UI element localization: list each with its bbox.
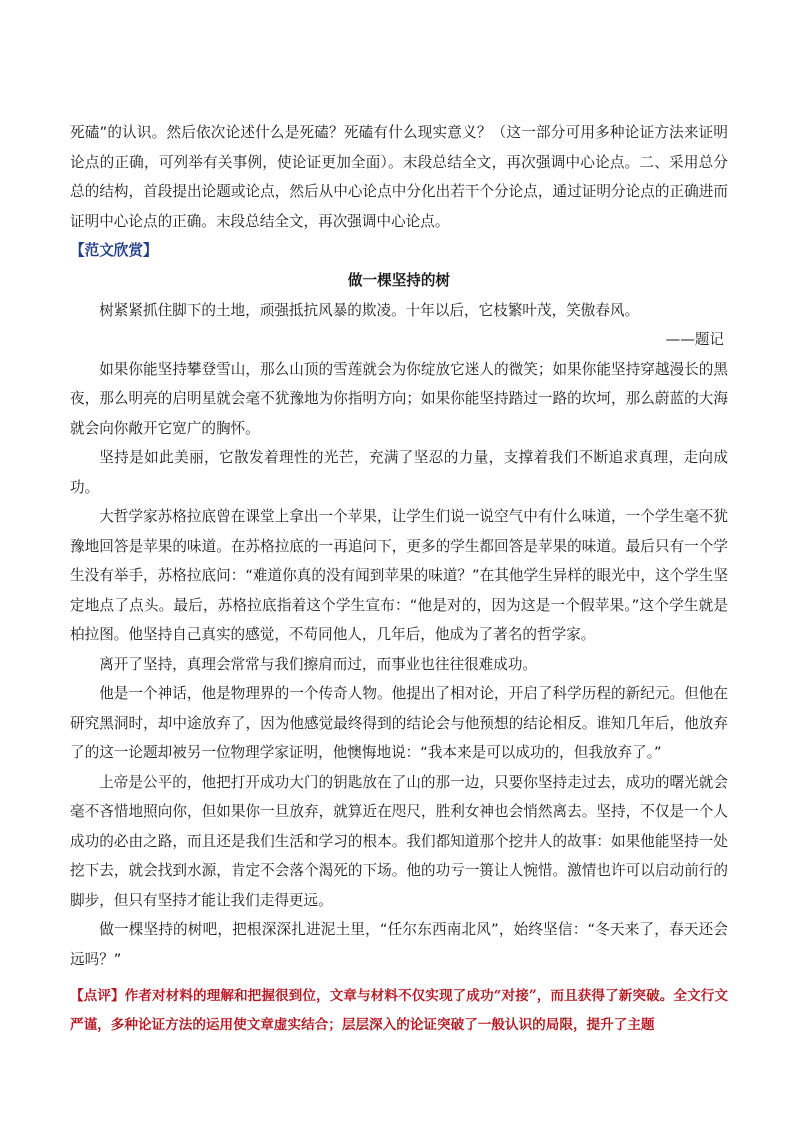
intro-paragraph: 死磕”的认识。然后依次论述什么是死磕？死磕有什么现实意义？（这一部分可用多种论证方法来证明论点的正确，可列举有关事例，使论证更加全面）。末段总结全文，再次强调中心论点。二、采用总分总的结构，首段提出论题或论点，然后从中心论点中分化出若干个分论点，通过证明分论点的正确进而证明中心论点的正确。末段总结全文，再次强调中心论点。 bbox=[70, 124, 728, 230]
essay-paragraph: 大哲学家苏格拉底曾在课堂上拿出一个苹果，让学生们说一说空气中有什么味道，一个学生毫不犹豫地回答是苹果的味道。在苏格拉底的一再追问下，更多的学生都回答是苹果的味道。最后只有一个学生没有举手，苏格拉底问：“难道你真的没有闻到苹果的味道？”在其他学生异样的眼光中，这个学生坚定地点了点头。最后，苏格拉底指着这个学生宣布：“他是对的，因为这是一个假苹果。”这个学生就是柏拉图。他坚持自己真实的感觉，不苟同他人，几年后，他成为了著名的哲学家。 bbox=[70, 508, 728, 643]
document-content bbox=[70, 118, 728, 1040]
section-tag: 【范文欣赏】 bbox=[70, 242, 158, 259]
essay-title: 做一棵坚持的树 bbox=[347, 271, 451, 289]
teacher-comment: 【点评】作者对材料的理解和把握很到位，文章与材料不仅实现了成功“对接”，而且获得了新突破。全文行文严谨，多种论证方法的运用使文章虚实结合；层层深入的论证突破了一般认识的局限，提升了主题 bbox=[70, 988, 728, 1033]
essay-paragraph: 坚持是如此美丽，它散发着理性的光芒，充满了坚忍的力量，支撑着我们不断追求真理，走向成功。 bbox=[70, 449, 728, 496]
essay-paragraph: 离开了坚持，真理会常常与我们擦肩而过，而事业也往往很难成功。 bbox=[99, 655, 538, 673]
essay-paragraph: 如果你能坚持攀登雪山，那么山顶的雪莲就会为你绽放它迷人的微笑；如果你能坚持穿越漫长的黑夜，那么明亮的启明星就会毫不犹豫地为你指明方向；如果你能坚持踏过一路的坎坷，那么蔚蓝的大海就会向你敞开它宽广的胸怀。 bbox=[70, 360, 728, 437]
epigraph-source: ——题记 bbox=[665, 331, 724, 348]
essay-paragraph: 做一棵坚持的树吧，把根深深扎进泥土里，“任尔东西南北风”，始终坚信：“冬天来了，春天还会远吗？” bbox=[70, 921, 728, 968]
essay-epigraph: 树紧紧抓住脚下的土地，顽强抵抗风暴的欺凌。十年以后，它枝繁叶茂，笑傲春风。 bbox=[99, 301, 640, 319]
essay-paragraph: 上帝是公平的，他把打开成功大门的钥匙放在了山的那一边，只要你坚持走过去，成功的曙光就会毫不吝惜地照向你，但如果你一旦放弃，就算近在咫尺，胜利女神也会悄然离去。坚持，不仅是一个人成功的必由之路，而且还是我们生活和学习的根本。我们都知道那个挖井人的故事：如果他能坚持一处挖下去，就会找到水源，肯定不会落个渴死的下场。他的功亏一篑让人惋惜。激情也许可以启动前行的脚步，但只有坚持才能让我们走得更远。 bbox=[70, 773, 728, 909]
essay-paragraph: 他是一个神话，他是物理界的一个传奇人物。他提出了相对论，开启了科学历程的新纪元。但他在研究黑洞时，却中途放弃了，因为他感觉最终得到的结论会与他预想的结论相反。谁知几年后，他放弃了的这一论题却被另一位物理学家证明，他懊悔地说：“我本来是可以成功的，但我放弃了。” bbox=[70, 685, 728, 761]
